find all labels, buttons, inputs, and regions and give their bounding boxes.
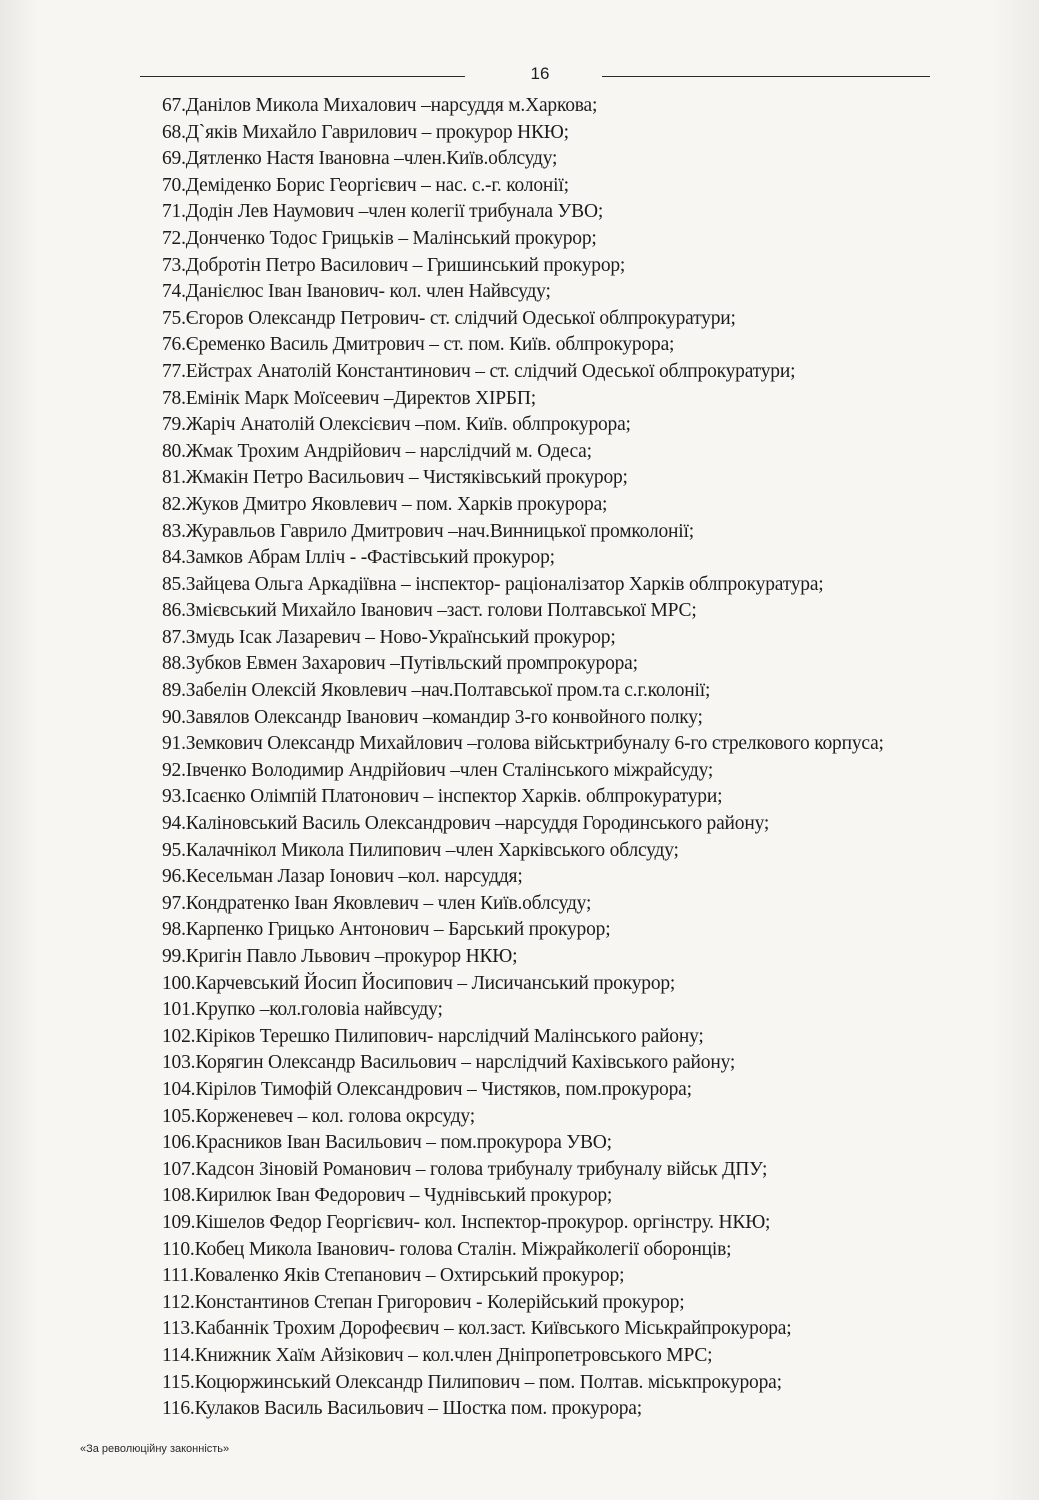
list-item [162, 1263, 992, 1290]
list-item [162, 1316, 992, 1343]
list-item [162, 386, 992, 413]
list-item [162, 146, 992, 173]
list-item [162, 359, 992, 386]
list-item [162, 598, 992, 625]
list-item [162, 1370, 992, 1397]
entry-text: Кобец Микола Іванович- голова Сталін. Міжрайколегії оборонців; [194, 1238, 732, 1260]
list-item [162, 1157, 992, 1184]
list-item [162, 784, 992, 811]
list-item [162, 1290, 992, 1317]
entry-text: Жуков Дмитро Яковлевич – пом. Харків прокурора; [185, 493, 608, 515]
entry-number: 90. [162, 706, 186, 728]
list-item [162, 1183, 992, 1210]
entry-text: Єременко Василь Дмитрович – ст. пом. Київ. облпрокурора; [185, 334, 675, 356]
entry-text: Єгоров Олександр Петрович- ст. слідчий Одеської облпрокуратури; [185, 307, 736, 329]
entry-number: 105. [162, 1105, 196, 1127]
entry-number: 114. [162, 1344, 195, 1366]
list-item [162, 519, 992, 546]
entry-text: Добротін Петро Василович – Гришинський прокурор; [185, 254, 626, 276]
entry-text: Коваленко Яків Степанович – Охтирський прокурор; [193, 1265, 625, 1287]
entry-number: 73. [162, 254, 186, 276]
entry-text: Карчевський Йосип Йосипович – Лисичанський прокурор; [195, 972, 676, 994]
list-item [162, 332, 992, 359]
list-item [162, 971, 992, 998]
entry-number: 77. [162, 360, 186, 382]
page-header [140, 62, 930, 92]
entry-text: Кабаннік Трохим Дорофеєвич – кол.заст. Київського Міськрайпрокурора; [194, 1318, 792, 1340]
entry-text: Жмакін Петро Васильович – Чистяківський прокурор; [185, 467, 628, 489]
entry-number: 95. [162, 839, 186, 861]
entry-text: Деміденко Борис Георгієвич – нас. с.-г. колонії; [185, 174, 569, 196]
entry-number: 98. [162, 919, 186, 941]
list-item [162, 1077, 992, 1104]
entry-text: Кесельман Лазар Іонович –кол. нарсуддя; [185, 866, 523, 888]
entry-text: Емінік Марк Моїсеевич –Директов ХІРБП; [185, 387, 537, 409]
entry-number: 110. [162, 1238, 195, 1260]
entry-text: Жаріч Анатолій Олексієвич –пом. Київ. облпрокурора; [185, 414, 631, 436]
entry-number: 76. [162, 334, 186, 356]
entry-text: Кригін Павло Львович –прокурор НКЮ; [185, 946, 518, 967]
entry-text: Корженевеч – кол. голова окрсуду; [195, 1105, 475, 1127]
entry-text: Красников Іван Васильович – пом.прокурора УВО; [195, 1132, 612, 1154]
entry-number: 99. [162, 946, 186, 967]
list-item [162, 173, 992, 200]
entry-text: Кулаков Василь Васильович – Шостка пом. прокурора; [194, 1398, 642, 1420]
entry-text: Ісаєнко Олімпій Платонович – інспектор Харків. облпрокуратури; [185, 786, 723, 808]
list-item [162, 705, 992, 732]
entry-number: 111. [162, 1265, 194, 1287]
list-item [162, 944, 992, 971]
entry-number: 75. [162, 307, 186, 329]
entry-number: 112. [162, 1291, 195, 1313]
entry-text: Данієлюс Іван Іванович- кол. член Найвсуду; [185, 281, 551, 303]
entry-text: Івченко Володимир Андрійович –член Сталінського міжрайсуду; [185, 759, 714, 781]
list-item [162, 1050, 992, 1077]
list-item [162, 439, 992, 466]
entry-list [162, 93, 992, 1423]
entry-text: Крупко –кол.головіа найвсуду; [195, 999, 443, 1021]
entry-text: Ейстрах Анатолій Константинович – ст. слідчий Одеської облпрокуратури; [185, 360, 796, 382]
entry-number: 67. [162, 95, 186, 116]
entry-text: Журавльов Гаврило Дмитрович –нач.Винницької промколонії; [185, 520, 694, 542]
entry-number: 115. [162, 1371, 195, 1393]
entry-number: 104. [162, 1078, 196, 1100]
entry-number: 116. [162, 1398, 195, 1420]
entry-number: 106. [162, 1132, 196, 1154]
page-number: 16 [530, 64, 550, 83]
list-item [162, 1210, 992, 1237]
list-item [162, 306, 992, 333]
list-item [162, 253, 992, 280]
entry-text: Завялов Олександр Іванович –командир 3-го конвойного полку; [185, 706, 703, 728]
list-item [162, 997, 992, 1024]
entry-text: Змудь Ісак Лазаревич – Ново-Український прокурор; [185, 626, 616, 648]
list-item [162, 226, 992, 253]
entry-text: Замков Абрам Ілліч - -Фастівський прокурор; [185, 547, 555, 569]
list-item [162, 917, 992, 944]
list-item [162, 412, 992, 439]
list-item [162, 1104, 992, 1131]
entry-text: Калачнікол Микола Пилипович –член Харківського облсуду; [185, 839, 679, 861]
entry-number: 68. [162, 121, 186, 143]
list-item [162, 1237, 992, 1264]
header-rule-right [602, 76, 930, 77]
entry-text: Донченко Тодос Грицьків – Малінський прокурор; [185, 227, 597, 249]
list-item [162, 279, 992, 306]
entry-number: 108. [162, 1185, 196, 1207]
list-item [162, 120, 992, 147]
entry-text: Жмак Трохим Андрійович – нарслідчий м. Одеса; [185, 440, 592, 462]
entry-text: Кадсон Зіновій Романович – голова трибуналу трибуналу військ ДПУ; [195, 1158, 768, 1180]
entry-number: 96. [162, 866, 186, 888]
entry-number: 80. [162, 440, 186, 462]
list-item [162, 199, 992, 226]
entry-text: Змієвський Михайло Іванович –заст. голови Полтавської МРС; [185, 600, 697, 622]
list-item [162, 678, 992, 705]
footer-text: «За революційну законність» [80, 1443, 230, 1455]
entry-text: Додін Лев Наумович –член колегії трибунала УВО; [185, 201, 604, 223]
entry-number: 89. [162, 680, 186, 702]
list-item [162, 811, 992, 838]
entry-number: 86. [162, 600, 186, 622]
list-item [162, 731, 992, 758]
entry-number: 72. [162, 227, 186, 249]
entry-text: Книжник Хаїм Айзікович – кол.член Дніпропетровського МРС; [194, 1344, 713, 1366]
list-item [162, 891, 992, 918]
list-item [162, 572, 992, 599]
list-item [162, 492, 992, 519]
entry-text: Данілов Микола Михалович –нарсуддя м.Харкова; [185, 95, 598, 116]
list-item [162, 651, 992, 678]
list-item [162, 545, 992, 572]
list-item [162, 93, 992, 120]
entry-number: 83. [162, 520, 186, 542]
entry-text: Забелін Олексій Яковлевич –нач.Полтавської пром.та с.г.колонії; [185, 680, 711, 702]
entry-text: Кондратенко Іван Яковлевич – член Київ.облсуду; [185, 892, 592, 914]
entry-number: 94. [162, 813, 186, 835]
entry-number: 87. [162, 626, 186, 648]
list-item [162, 625, 992, 652]
entry-number: 70. [162, 174, 186, 196]
list-item [162, 1343, 992, 1370]
entry-number: 74. [162, 281, 186, 303]
entry-number: 107. [162, 1158, 196, 1180]
entry-text: Кішелов Федор Георгієвич- кол. Інспектор-прокурор. оргінстру. НКЮ; [195, 1211, 771, 1233]
entry-number: 113. [162, 1318, 195, 1340]
entry-number: 93. [162, 786, 186, 808]
entry-text: Константинов Степан Григорович - Колерійський прокурор; [194, 1291, 685, 1313]
entry-number: 71. [162, 201, 186, 223]
entry-number: 97. [162, 892, 186, 914]
entry-number: 100. [162, 972, 196, 994]
entry-number: 88. [162, 653, 186, 675]
entry-text: Каліновський Василь Олександрович –нарсуддя Городинського району; [185, 813, 770, 835]
list-item [162, 1024, 992, 1051]
entry-number: 109. [162, 1211, 196, 1233]
entry-text: Корягин Олександр Васильович – нарслідчий Кахівського району; [195, 1052, 736, 1074]
entry-text: Зайцева Ольга Аркадіївна – інспектор- раціоналізатор Харків облпрокуратура; [185, 573, 824, 595]
entry-number: 101. [162, 999, 196, 1021]
entry-number: 103. [162, 1052, 196, 1074]
list-item [162, 838, 992, 865]
entry-number: 85. [162, 573, 186, 595]
entry-number: 92. [162, 759, 186, 781]
entry-text: Д`яків Михайло Гаврилович – прокурор НКЮ; [185, 121, 569, 143]
list-item [162, 864, 992, 891]
entry-number: 84. [162, 547, 186, 569]
entry-text: Кіріков Терешко Пилипович- нарслідчий Малінського району; [195, 1025, 704, 1047]
entry-text: Карпенко Грицько Антонович – Барський прокурор; [185, 919, 611, 941]
entry-text: Кирилюк Іван Федорович – Чуднівський прокурор; [195, 1185, 613, 1207]
entry-text: Дятленко Настя Івановна –член.Київ.облсуду; [185, 148, 558, 170]
entry-text: Коцюржинський Олександр Пилипович – пом. Полтав. міськпрокурора; [194, 1371, 782, 1393]
entry-number: 79. [162, 414, 186, 436]
entry-number: 102. [162, 1025, 196, 1047]
list-item [162, 758, 992, 785]
entry-text: Зубков Евмен Захарович –Путівльский промпрокурора; [185, 653, 638, 675]
list-item [162, 1396, 992, 1423]
entry-number: 78. [162, 387, 186, 409]
entry-text: Кірілов Тимофій Олександрович – Чистяков, пом.прокурора; [195, 1078, 692, 1100]
list-item [162, 465, 992, 492]
list-item [162, 1130, 992, 1157]
entry-text: Земкович Олександр Михайлович –голова військтрибуналу 6-го стрелкового корпуса; [185, 733, 884, 755]
entry-number: 82. [162, 493, 186, 515]
entry-number: 91. [162, 733, 186, 755]
header-rule-left [140, 76, 465, 77]
entry-number: 69. [162, 148, 186, 170]
entry-number: 81. [162, 467, 186, 489]
